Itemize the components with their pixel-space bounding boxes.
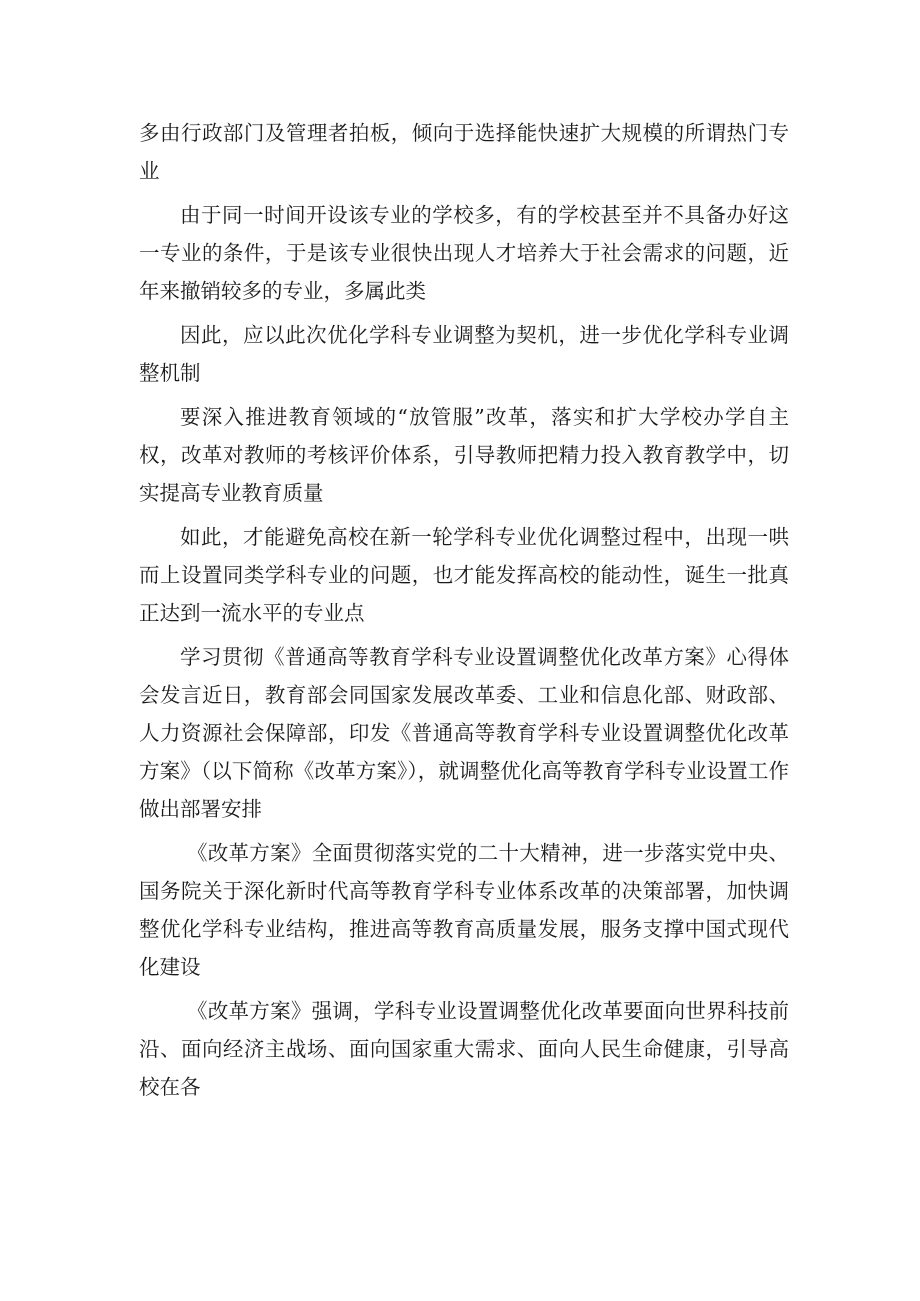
paragraph-4: 要深入推进教育领域的“放管服”改革，落实和扩大学校办学自主权，改革对教师的考核评价体系，引导教师把精力投入教育教学中，切实提高专业教育质量 bbox=[139, 405, 789, 505]
paragraph-6: 学习贯彻《普通高等教育学科专业设置调整优化改革方案》心得体会发言近日，教育部会同国家发展改革委、工业和信息化部、财政部、人力资源社会保障部，印发《普通高等教育学科专业设置调整优化改革方案》（以下简称《改革方案》），就调整优化高等教育学科专业设置工作做出部署安排 bbox=[139, 645, 789, 821]
paragraph-7: 《改革方案》全面贯彻落实党的二十大精神，进一步落实党中央、国务院关于深化新时代高等教育学科专业体系改革的决策部署，加快调整优化学科专业结构，推进高等教育高质量发展，服务支撑中国式现代化建设 bbox=[139, 841, 789, 979]
document-body bbox=[139, 114, 789, 1112]
paragraph-8: 《改革方案》强调，学科专业设置调整优化改革要面向世界科技前沿、面向经济主战场、面向国家重大需求、面向人民生命健康，引导高校在各 bbox=[139, 999, 789, 1099]
paragraph-2: 由于同一时间开设该专业的学校多，有的学校甚至并不具备办好这一专业的条件，于是该专业很快出现人才培养大于社会需求的问题，近年来撤销较多的专业，多属此类 bbox=[139, 203, 789, 303]
paragraph-3: 因此，应以此次优化学科专业调整为契机，进一步优化学科专业调整机制 bbox=[139, 323, 789, 385]
paragraph-5: 如此，才能避免高校在新一轮学科专业优化调整过程中，出现一哄而上设置同类学科专业的问题，也才能发挥高校的能动性，诞生一批真正达到一流水平的专业点 bbox=[139, 525, 789, 625]
paragraph-1: 多由行政部门及管理者拍板，倾向于选择能快速扩大规模的所谓热门专业 bbox=[139, 121, 789, 183]
